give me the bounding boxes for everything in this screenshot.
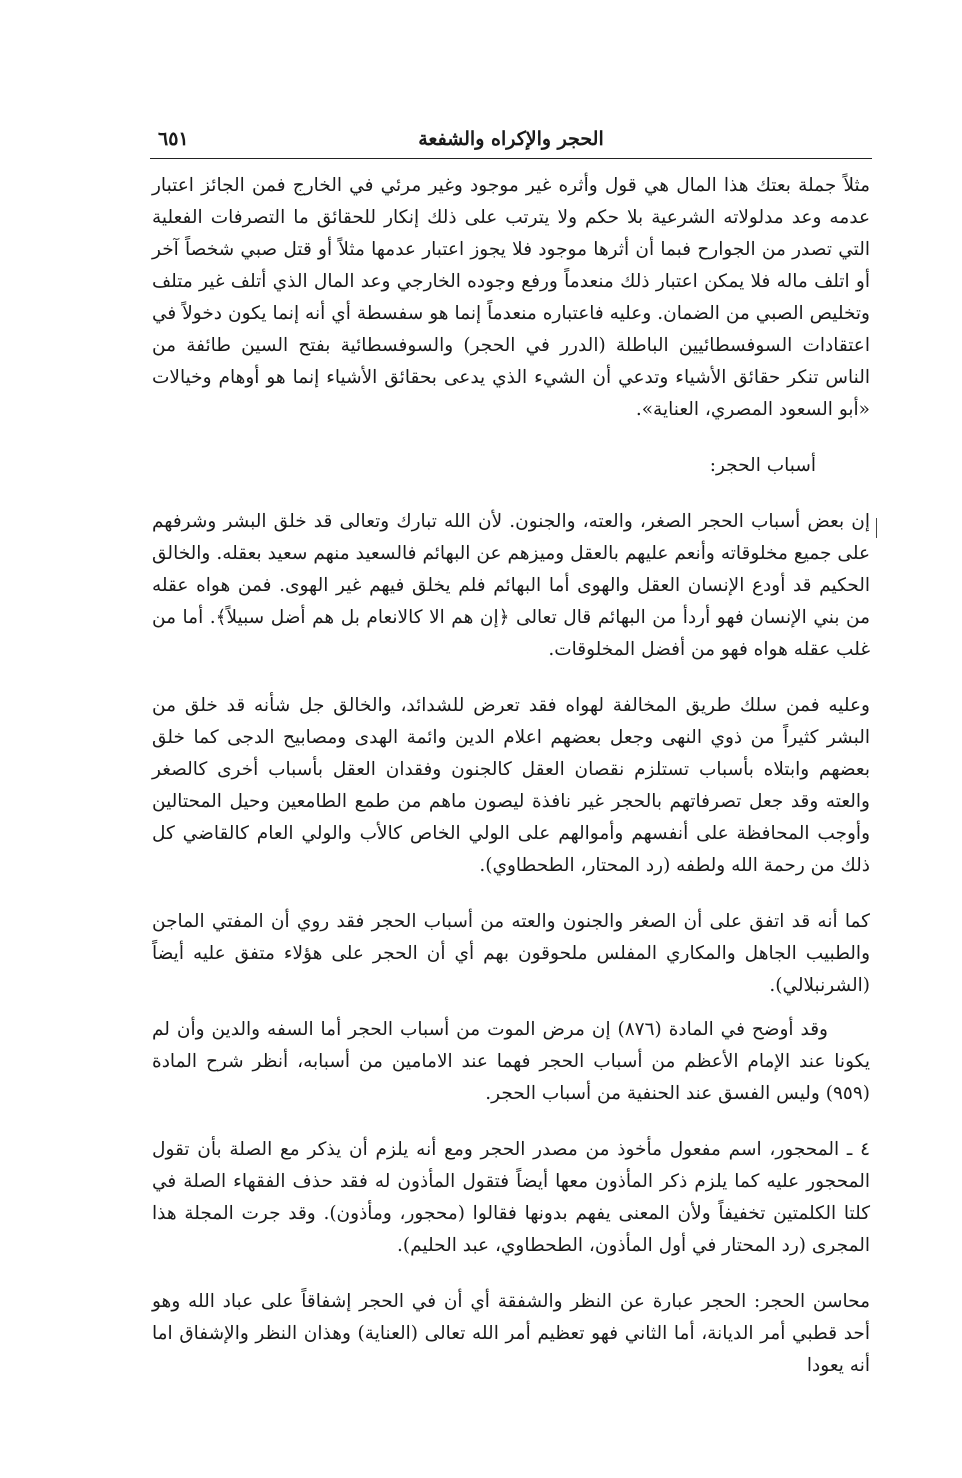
page-header (152, 118, 870, 158)
running-title: الحجر والإكراه والشفعة (418, 128, 604, 150)
paragraph-1: مثلاً جملة بعتك هذا المال هي قول وأثره غير موجود وغير مرئي في الخارج فمن الجائز اعتبار عدمه وعد مدلولاته الشرعية بلا حكم ولا يترتب على ذلك إنكار للحقائق ما التصرفات الفعلية التي تصدر من الجوارح فبما أن أثرها موجود فلا يجوز اعتبار عدمها مثلاً أو قتل صبي شخصاً آخر أو اتلف ماله فلا يمكن اعتبار ذلك منعدماً ورفع وجوده الخارجي وعد المال الذي أتلف غير متلف وتخليص الصبي من الضمان. وعليه فاعتباره منعدماً إنما هو سفسطة أي أنه إنما يكون دخولاً في اعتقادات السوفسطائيين الباطلة (الدرر في الحجر) والسوفسطائية بفتح السين طائفة من الناس تنكر حقائق الأشياء وتدعي أن الشيء الذي يدعى بحقائق الأشياء إنما هو أوهام وخيالات «أبو السعود المصري، العناية». (152, 175, 870, 420)
paragraph-5: وقد أوضح في المادة (٨٧٦) إن مرض الموت من أسباب الحجر أما السفه والدين وأن لم يكونا عند الإمام الأعظم من أسباب الحجر فهما عند الامامين من أسبابه، أنظر شرح المادة (٩٥٩) وليس الفسق عند الحنفية من أسباب الحجر. (152, 1019, 870, 1104)
body-text (152, 170, 870, 1382)
section-heading: أسباب الحجر: (709, 455, 816, 476)
paragraph-2: إن بعض أسباب الحجر الصغر، والعته، والجنون. لأن الله تبارك وتعالى قد خلق البشر وشرفهم على جميع مخلوقاته وأنعم عليهم بالعقل وميزهم عن البهائم فالسعيد منهم سعيد بعقله. والخالق الحكيم قد أودع الإنسان العقل والهوى أما البهائم فلم يخلق فيهم غير الهوى. فمن هواه عقله من بني الإنسان فهو أردأ من البهائم قال تعالى ﴿إن هم الا كالانعام بل هم أضل سبيلاً﴾. أما من غلب عقله هواه فهو من أفضل المخلوقات. (152, 511, 870, 660)
paragraph-3: وعليه فمن سلك طريق المخالفة لهواه فقد تعرض للشدائد، والخالق جل شأنه قد خلق من البشر كثيراً من ذوي النهى وجعل بعضهم اعلام الدين وائمة الهدى ومصابيح الدجى كما خلق بعضهم وابتلاه بأسباب تستلزم نقصان العقل كالجنون وفقدان العقل بأسباب أخرى كالصغر والعته وقد جعل تصرفاتهم بالحجر غير نافذة ليصون ماهم من طمع الطامعين وحيل المحتالين وأوجب المحافظة على أنفسهم وأموالهم على الولي الخاص كالأب والولي العام كالقاضي كل ذلك من رحمة الله ولطفه (رد المحتار، الطحطاوي). (152, 695, 870, 876)
paragraph-6: ٤ ـ المحجور، اسم مفعول مأخوذ من مصدر الحجر ومع أنه يلزم أن يذكر مع الصلة بأن تقول المحجور عليه كما يلزم ذكر المأذون معها أيضاً فتقول المأذون له فقد حذف الفقهاء الصلة في كلتا الكلمتين تخفيفاً ولأن المعنى يفهم بدونها فقالوا (محجور، ومأذون). وقد جرت المجلة هذا المجرى (رد المحتار في أول المأذون، الطحطاوي، عبد الحليم). (152, 1139, 870, 1256)
paragraph-7: محاسن الحجر: الحجر عبارة عن النظر والشفقة أي أن في الحجر إشفاقاً على عباد الله وهو أحد قطبي أمر الديانة، أما الثاني فهو تعظيم أمر الله تعالى (العناية) وهذان النظر والإشفاق اما أنه يعودا (152, 1291, 870, 1376)
page-number: ٦٥١ (158, 128, 189, 150)
header-divider (150, 158, 872, 159)
margin-mark (876, 518, 877, 538)
paragraph-4: كما أنه قد اتفق على أن الصغر والجنون والعته من أسباب الحجر فقد روي أن المفتي الماجن والطبيب الجاهل والمكاري المفلس ملحوقون بهم أي أن الحجر على هؤلاء متفق عليه أيضاً (الشرنبلالي). (152, 911, 870, 996)
